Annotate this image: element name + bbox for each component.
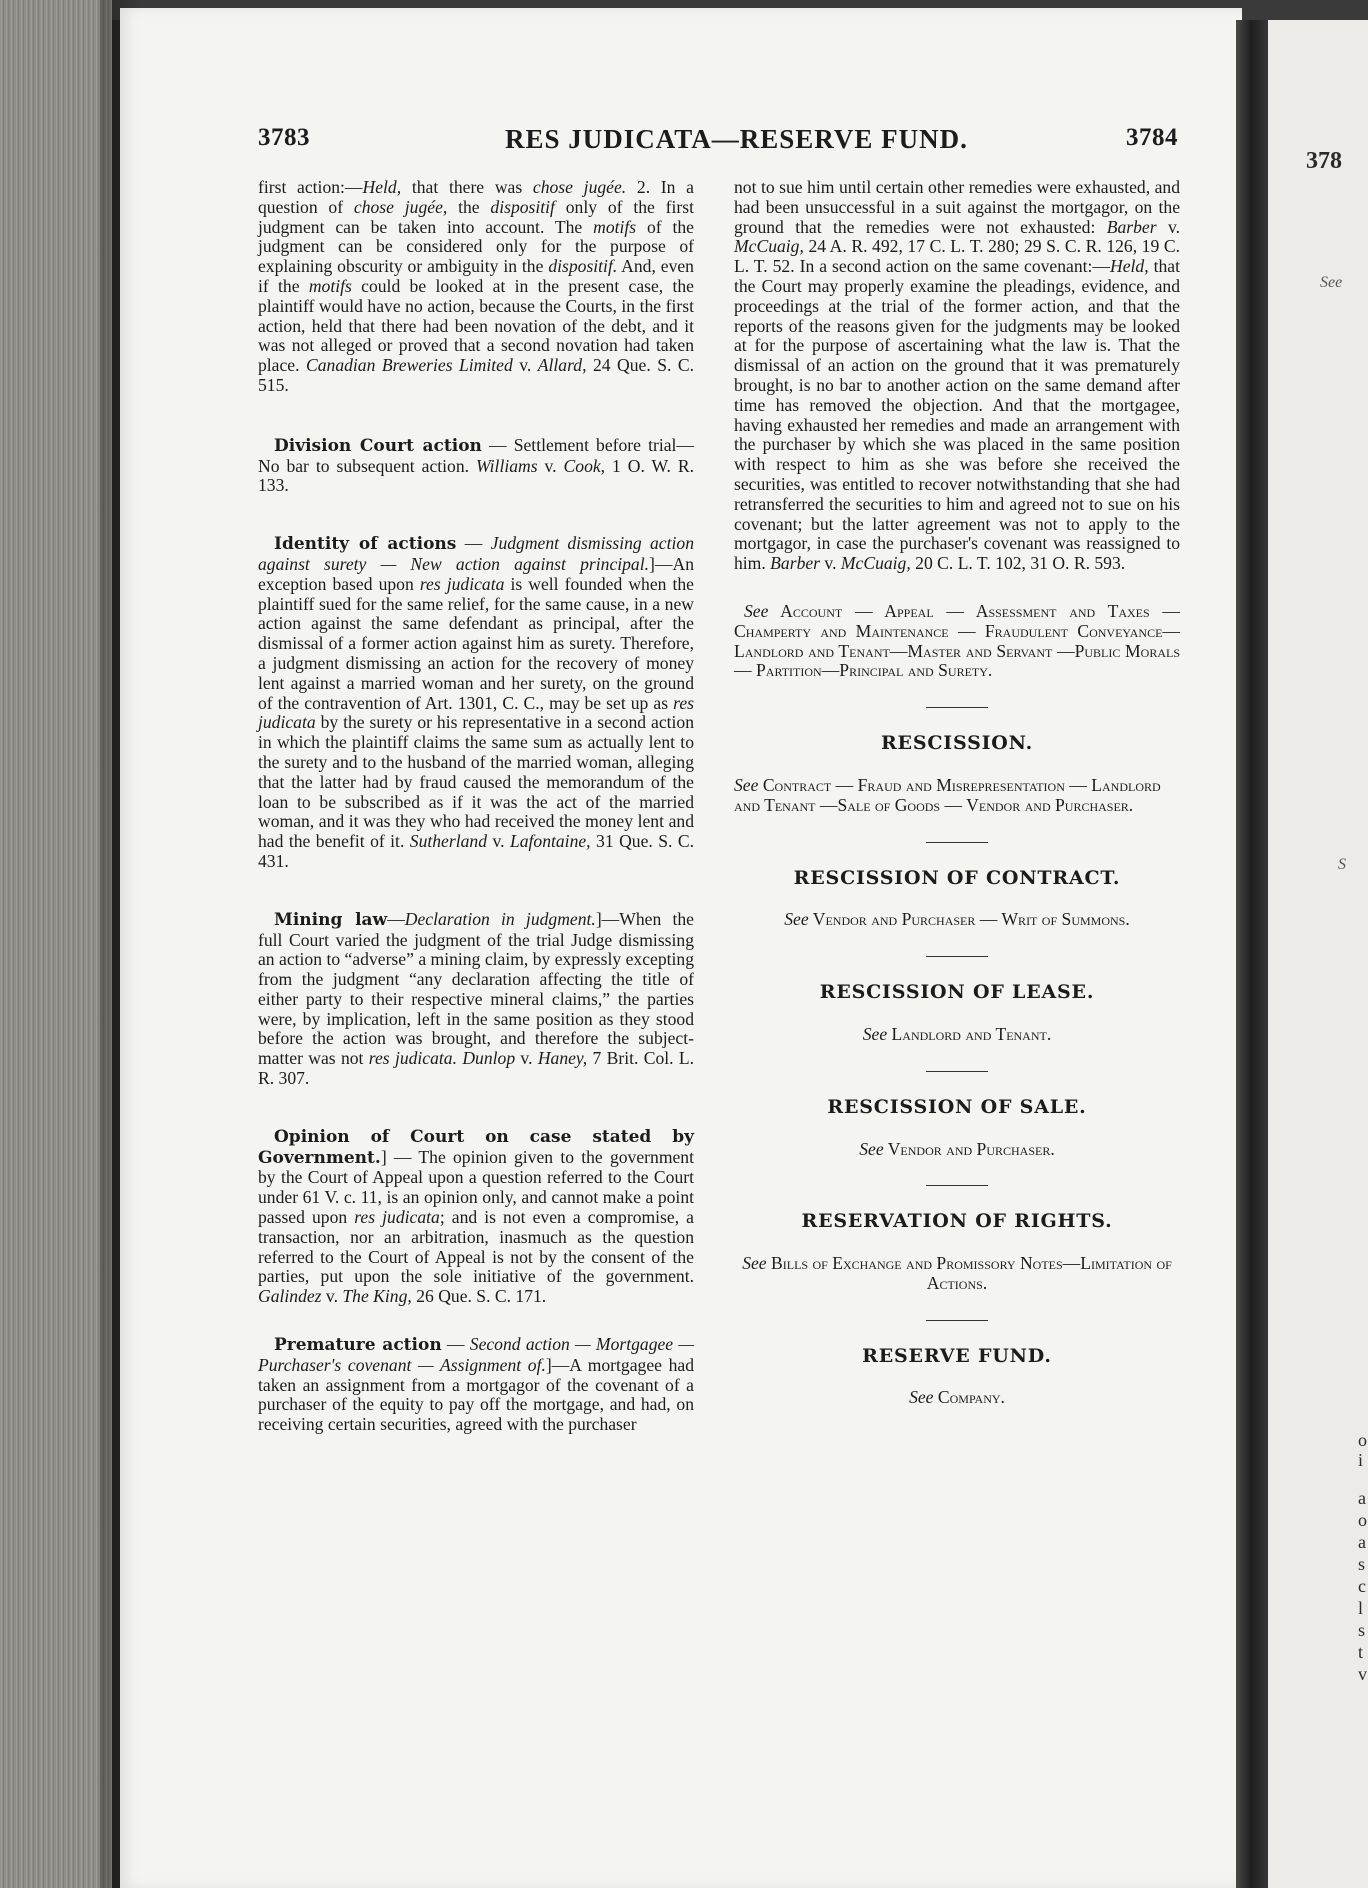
text-run: v. (487, 831, 510, 852)
case-name: Sutherland (409, 831, 487, 852)
case-name: McCuaig, (840, 553, 911, 574)
section-heading-reservation-of-rights: RESERVATION OF RIGHTS. (801, 1210, 1113, 1233)
adjacent-letter: o (1358, 1510, 1367, 1530)
text-run: — (456, 533, 491, 554)
see-label: See (909, 1387, 934, 1408)
running-title: RES JUDICATA—RESERVE FUND. (505, 124, 968, 154)
case-name: Allard, (537, 355, 587, 376)
section-heading-reserve-fund: RESERVE FUND. (862, 1344, 1052, 1367)
text-run: chose jugée, (353, 196, 448, 217)
adjacent-letter: i (1358, 1450, 1364, 1470)
text-run: by the surety or his representative in a second action in which the plaintiff claims the same sum as actually lent to the surety and to the husband of the married woman, alleging that the latter had by fraud caused the memorandum of the loan to be subscribed as if it was the act of the married woman, and it was they who had received the money lent and had the benefit of it. (258, 712, 694, 852)
case-name: Dunlop (462, 1048, 516, 1069)
text-run: ]—An exception based upon (258, 553, 694, 594)
entry-identity-of-actions (258, 534, 694, 872)
see-label: See (859, 1138, 884, 1159)
text-run: res judicata. (368, 1048, 457, 1069)
text-run: v. (512, 355, 538, 376)
adjacent-letter: s (1358, 1554, 1366, 1574)
text-run: only of the first judgment can be taken into account. The (258, 196, 694, 237)
citation: 31 Que. S. C. 431. (258, 831, 694, 871)
cross-references: Bills of Exchange and Promissory Notes—Limitation of Actions. (766, 1253, 1172, 1293)
text-run: ]—A mortgagee had taken an assignment from a mortgagor of the covenant of a purchaser of the equity to pay off the mortgage, and had, on receiving certain securities, agreed with the purchaser (258, 1354, 694, 1435)
text-run: dispositif (490, 196, 555, 217)
see-line-reserve-fund (742, 1388, 1172, 1408)
text-run: v. (1156, 216, 1181, 237)
cross-references: Company. (933, 1387, 1005, 1408)
case-name: The King, (342, 1286, 412, 1307)
case-name: Galindez (258, 1286, 322, 1307)
adjacent-letter: t (1358, 1642, 1364, 1662)
text-run: res judicata (354, 1207, 440, 1228)
adjacent-letter: c (1358, 1576, 1366, 1596)
case-name: McCuaig, (734, 236, 804, 257)
section-divider (926, 1185, 988, 1186)
entry-continuation (258, 178, 694, 396)
section-divider (926, 842, 988, 843)
adjacent-see-fragment: See (1320, 274, 1343, 291)
entry-subheading: Second action — Mortgagee — Purchaser's covenant — Assignment of. (258, 1334, 694, 1375)
see-line-rescission-of-sale (742, 1140, 1172, 1160)
case-name: Barber (770, 553, 821, 574)
cross-references: Landlord and Tenant. (887, 1023, 1052, 1044)
adjacent-letter: v (1358, 1664, 1367, 1684)
text-run: v. (537, 455, 564, 476)
text-run: motifs (593, 216, 637, 237)
entry-subheading: Judgment dismissing action against surety — New action against principal. (258, 533, 694, 574)
see-also-references (734, 602, 1180, 681)
adjacent-page-fragment (1268, 20, 1368, 1888)
see-label: See (744, 600, 769, 621)
text-run: res judicata (258, 692, 694, 733)
section-heading-rescission-of-lease: RESCISSION OF LEASE. (819, 981, 1095, 1004)
entry-heading: Division Court action (274, 435, 482, 456)
see-label: See (784, 909, 809, 930)
text-run: dispositif. (548, 256, 618, 277)
cross-references: Vendor and Purchaser. (883, 1138, 1055, 1159)
entry-heading: Mining law (274, 909, 388, 930)
citation: 20 C. L. T. 102, 31 O. R. 593. (910, 553, 1126, 574)
book-gutter (1236, 20, 1270, 1888)
see-line-rescission (734, 776, 1180, 816)
adjacent-letter: l (1358, 1598, 1364, 1618)
citation: 7 Brit. Col. L. R. 307. (258, 1048, 694, 1089)
entry-division-court (258, 436, 694, 496)
case-name: Cook, (563, 455, 606, 476)
section-heading-rescission-of-sale: RESCISSION OF SALE. (827, 1095, 1087, 1118)
text-run: that the Court may properly examine the pleadings, evidence, and proceedings at the trial of the former action, and that the reports of the reasons given for the judgments may be looked at for the purpose of ascertaining what the law is. That the dismissal of an action on the ground that it was prematurely brought, is no bar to another action on the same demand after time has removed the objection. And that the mortgagee, having exhausted her remedies and made an arrangement with the purchaser by which she was placed in the same position with respect to him as she was before she received the securities, was entitled to recover notwithstanding that she had retransferred the securities to him and agreed not to sue on his covenant; but the latter agreement was not to apply to the mortgagor, in case the purchaser's covenant was reassigned to him. (734, 256, 1180, 574)
text-run: v. (321, 1286, 343, 1307)
section-divider (926, 1320, 988, 1321)
section-heading-rescission-of-contract: RESCISSION OF CONTRACT. (793, 866, 1121, 889)
section-heading-rescission: RESCISSION. (880, 732, 1034, 755)
text-run: not to sue him until certain other remedies were exhausted, and had been unsuccessful in a suit against the mortgagor, on the ground that the remedies were not exhausted: (734, 177, 1180, 237)
case-name: Lafontaine, (509, 831, 591, 852)
adjacent-letter: a (1358, 1532, 1366, 1552)
section-divider (926, 956, 988, 957)
text-run: v. (820, 553, 841, 574)
citation: 24 Que. S. C. 515. (258, 355, 694, 395)
text-run: v. (515, 1048, 538, 1069)
right-column (734, 178, 1180, 1408)
text-run: chose jugée. (532, 177, 627, 197)
entry-heading: Identity of actions (274, 534, 457, 555)
section-divider (926, 1071, 988, 1072)
left-column (258, 178, 694, 1435)
case-name: Canadian Breweries Limited (305, 355, 513, 376)
entry-subheading: Declaration in judgment. (404, 908, 596, 929)
text-run: 2. In a question of (258, 177, 694, 217)
text-run: Held, (362, 177, 402, 197)
case-name: Williams (475, 455, 538, 476)
adjacent-see-fragment: S (1338, 856, 1346, 873)
text-run: the (447, 196, 491, 217)
text-run: motifs (308, 275, 352, 296)
see-label: See (862, 1023, 888, 1044)
text-run: ]—When the full Court varied the judgment of the trial Judge dismissing an action to “adverse” a mining claim, by expressly excepting from the judgment “any declaration affecting the title of either party to their respective mineral claims,” the parties were, by implication, left in the same position as they stood before the action was brought, and therefore the subject-matter was not (258, 908, 694, 1069)
see-label: See (734, 774, 759, 795)
see-label: See (742, 1253, 767, 1274)
text-run: And, even if the (258, 256, 694, 296)
cross-references: Contract — Fraud and Misrepresentation — Landlord and Tenant —Sale of Goods — Vendor and Purchaser. (734, 774, 1161, 815)
adjacent-letter: o (1358, 1430, 1367, 1450)
citation: 26 Que. S. C. 171. (411, 1286, 547, 1307)
text-run: — (387, 908, 405, 929)
entry-continuation (734, 178, 1180, 574)
see-line-rescission-of-lease (742, 1025, 1172, 1045)
left-page-number: 3783 (258, 124, 310, 151)
book-page-edges (0, 0, 112, 1888)
case-name: Barber (1106, 216, 1157, 237)
text-run: could be looked at in the present case, the plaintiff would have no action, because the Courts, in the first action, held that there had been novation of the debt, and it was not alleged or proved that a second novation had taken place. (258, 275, 694, 376)
case-name: Haney, (537, 1048, 588, 1069)
text-run: of the judgment can be considered only for the purpose of explaining obscurity or ambiguity in the (258, 216, 694, 277)
text-run: that there was (401, 177, 533, 197)
entry-heading: Premature action (274, 1335, 442, 1356)
text-run: res judicata (419, 573, 505, 594)
text-run: — (441, 1334, 470, 1355)
citation: 1 O. W. R. 133. (258, 455, 695, 496)
cross-references: Vendor and Purchaser — Writ of Summons. (808, 909, 1130, 930)
adjacent-letter: a (1358, 1488, 1366, 1508)
right-page-number: 3784 (1126, 124, 1178, 151)
text-run: Held, (1110, 256, 1149, 277)
see-line-reservation-of-rights (742, 1254, 1172, 1294)
section-divider (926, 707, 988, 708)
entry-mining-law (258, 910, 694, 1089)
text-run: ] — The opinion given to the government by the Court of Appeal upon a question referred to the Court under 61 V. c. 11, is an opinion only, and cannot make a point passed upon (258, 1146, 694, 1228)
cross-references: Account — Appeal — Assessment and Taxes — Champerty and Maintenance — Fraudulent Conveyance—Landlord and Tenant—Master and Servant —Public Morals — Partition—Principal and Surety. (734, 600, 1180, 681)
text-run: first action:— (258, 177, 363, 197)
text-run: — Settlement before trial—No bar to subsequent action. (258, 434, 695, 476)
entry-premature-action (258, 1335, 694, 1435)
entry-opinion-of-court (258, 1127, 694, 1307)
adjacent-page-number-fragment: 378 (1306, 148, 1342, 174)
text-run: ; and is not even a compromise, a transaction, nor an arbitration, inasmuch as the question referred to the Court of Appeal is not by the consent of the parties, put upon the sole initiative of the government. (258, 1207, 694, 1287)
adjacent-letter: s (1358, 1620, 1366, 1640)
citation: 24 A. R. 492, 17 C. L. T. 280; 29 S. C. R. 126, 19 C. L. T. 52. In a second action on the same covenant:— (734, 236, 1180, 277)
see-line-rescission-of-contract (742, 910, 1172, 930)
text-run: is well founded when the plaintiff sued for the same relief, for the same cause, in a new action against the same defendant as principal, after the dismissal of a former action against him as surety. Therefore, a judgment dismissing an action for the recovery of money lent against a married woman and her surety, on the ground of the contravention of Art. 1301, C. C., may be set up as (258, 573, 694, 713)
entry-heading: Opinion of Court on case stated by Government. (258, 1126, 694, 1168)
